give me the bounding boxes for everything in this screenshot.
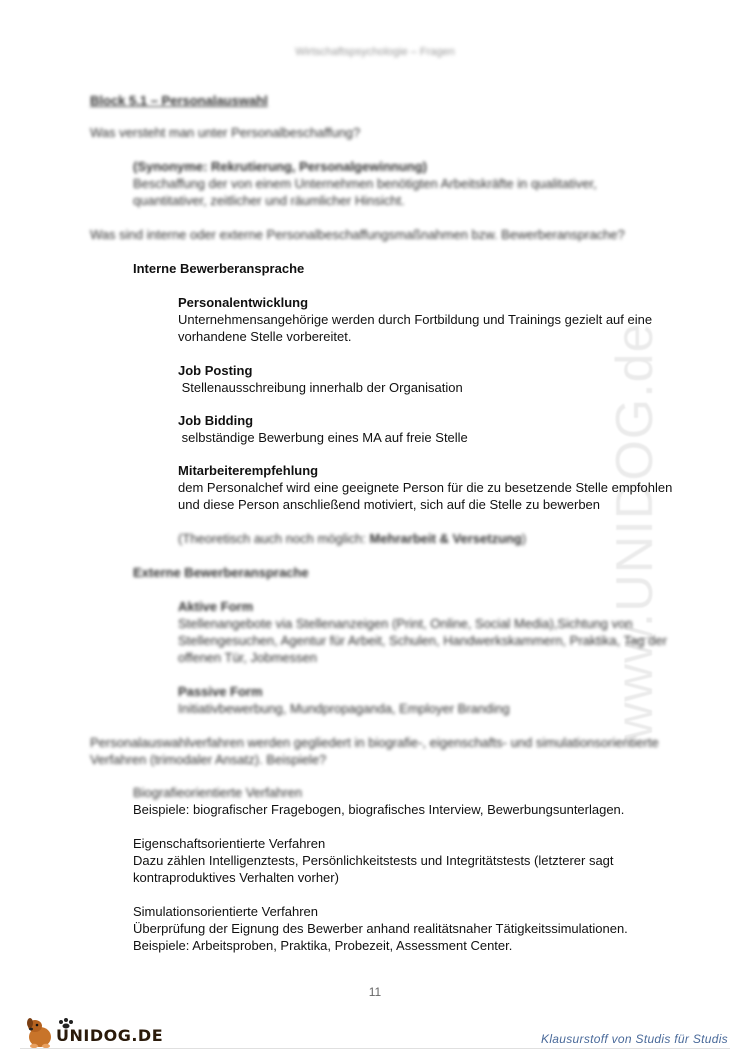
q1-answer-line-2: quantitativer, zeitlicher und räumlicher Hinsicht. <box>133 193 405 208</box>
internal-item-line: Stellenausschreibung innerhalb der Organisation <box>178 380 463 395</box>
theoretical-prefix: (Theoretisch auch noch möglich: <box>178 531 370 546</box>
external-item-line: Stellengesuchen, Agentur für Arbeit, Schulen, Handwerkskammern, Praktika, Tag der <box>178 633 667 648</box>
internal-item-line: Unternehmensangehörige werden durch Fortbildung und Trainings gezielt auf eine <box>178 312 653 327</box>
section-line: Dazu zählen Intelligenztests, Persönlichkeitstests und Integritätstests (letzterer sagt <box>133 853 614 868</box>
question-2: Was sind interne oder externe Personalbeschaffungsmaßnahmen bzw. Bewerberansprache? <box>90 227 625 242</box>
section-title: Biografieorientierte Verfahren <box>133 785 303 800</box>
footer-slogan: Klausurstoff von Studis für Studis <box>541 1032 728 1046</box>
theoretical-suffix: ) <box>521 531 527 546</box>
theoretical-bold: Mehrarbeit & Versetzung <box>369 531 522 546</box>
internal-heading: Interne Bewerberansprache <box>133 261 305 276</box>
section-line: Beispiele: biografischer Fragebogen, biografisches Interview, Bewerbungsunterlagen. <box>133 802 625 817</box>
internal-item-line: dem Personalchef wird eine geeignete Person für die zu besetzende Stelle empfohlen <box>178 480 673 495</box>
section-line: Beispiele: Arbeitsproben, Praktika, Probezeit, Assessment Center. <box>133 938 513 953</box>
section-line: Überprüfung der Eignung des Bewerber anhand realitätsnaher Tätigkeitssimulationen. <box>133 921 628 936</box>
internal-item-line: selbständige Bewerbung eines MA auf freie Stelle <box>178 430 468 445</box>
external-item-line: Initiativbewerbung, Mundpropaganda, Employer Branding <box>178 701 510 716</box>
question-3-line-2: Verfahren (trimodaler Ansatz). Beispiele? <box>90 752 327 767</box>
dog-icon <box>27 1018 51 1048</box>
page-header-title: Wirtschaftspsychologie – Fragen <box>295 46 455 58</box>
external-item-title: Passive Form <box>178 684 263 699</box>
external-heading: Externe Bewerberansprache <box>133 565 309 580</box>
section-line: kontraproduktives Verhalten vorher) <box>133 870 339 885</box>
internal-item-line: vorhandene Stelle vorbereitet. <box>178 329 352 344</box>
internal-item-title: Personalentwicklung <box>178 295 309 310</box>
internal-item-title: Mitarbeiterempfehlung <box>178 463 319 478</box>
theoretical-note <box>178 530 526 547</box>
question-3-line-1: Personalauswahlverfahren werden gegliedert in biografie-, eigenschafts- und simulationsorientierte <box>90 735 659 750</box>
external-item-title: Aktive Form <box>178 599 254 614</box>
logo-text: UNIDOG.DE <box>56 1026 164 1045</box>
q1-answer-line-1: Beschaffung der von einem Unternehmen benötigten Arbeitskräfte in qualitativer, <box>133 176 597 191</box>
section-title: Eigenschaftsorientierte Verfahren <box>133 836 326 851</box>
internal-item-title: Job Posting <box>178 363 253 378</box>
section-title: Simulationsorientierte Verfahren <box>133 904 318 919</box>
page-number: 11 <box>368 985 382 999</box>
block-title: Block 5.1 – Personalauswahl <box>90 93 268 108</box>
question-1: Was versteht man unter Personalbeschaffung? <box>90 125 361 140</box>
external-item-line: offenen Tür, Jobmessen <box>178 650 318 665</box>
external-item-line: Stellenangebote via Stellenanzeigen (Print, Online, Social Media),Sichtung von <box>178 616 633 631</box>
footer-divider <box>20 1048 730 1049</box>
q1-synonyms: (Synonyme: Rekrutierung, Personalgewinnung) <box>133 159 427 174</box>
watermark-text: www.UNIDOG.de <box>606 322 664 740</box>
internal-item-title: Job Bidding <box>178 413 254 428</box>
internal-item-line: und diese Person anschließend motiviert, sich auf die Stelle zu bewerben <box>178 497 601 512</box>
